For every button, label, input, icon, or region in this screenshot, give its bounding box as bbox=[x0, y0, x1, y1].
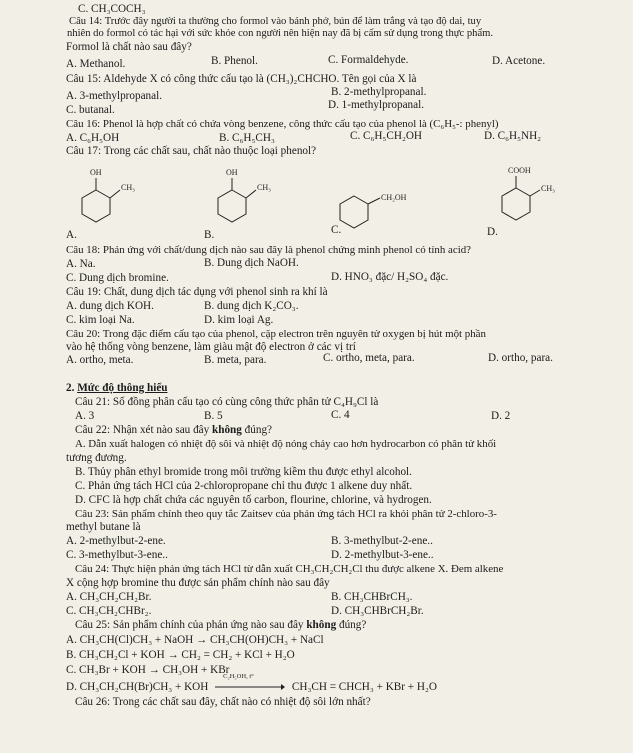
q23-option-b: B. 3-methylbut-2-ene.. bbox=[331, 535, 433, 547]
q14-stem-line1: Câu 14: Trước đây người ta thường cho formol vào bánh phở, bún để làm trắng và tạo độ dai, tuy bbox=[69, 16, 482, 27]
benzene-ring bbox=[340, 196, 368, 228]
q20-stem-line2: vào hệ thống vòng benzene, làm giàu mật độ electron ở các vị trí bbox=[66, 341, 356, 353]
q23-stem-line1: Câu 23: Sản phẩm chính theo quy tắc Zaitsev của phản ứng tách HCl ra khỏi phân tử 2-chloro-3- bbox=[75, 508, 497, 520]
q20-option-a: A. ortho, meta. bbox=[66, 354, 134, 366]
oh-label: OH bbox=[226, 168, 238, 177]
ch3-bond bbox=[110, 190, 120, 198]
q19-option-a: A. dung dịch KOH. bbox=[66, 300, 154, 312]
q25-option-c: C. CH₃Br + KOH → CH₃OH + KBr bbox=[66, 664, 230, 676]
benzene-ring bbox=[502, 188, 530, 220]
ch2oh-bond bbox=[368, 198, 380, 204]
q20-option-d: D. ortho, para. bbox=[488, 352, 553, 364]
q25-option-d bbox=[66, 673, 437, 694]
q24-option-a: A. CH₃CH₂CH₂Br. bbox=[66, 591, 152, 603]
q25-option-b: B. CH₃CH₂Cl + KOH → CH₂ = CH₂ + KCl + H₂O bbox=[66, 649, 295, 661]
cooh-label: COOH bbox=[508, 166, 531, 175]
ch3-label: CH₃ bbox=[121, 183, 135, 192]
q26-stem: Câu 26: Trong các chất sau đây, chất nào có nhiệt độ sôi lớn nhất? bbox=[75, 696, 371, 708]
q19-option-d: D. kim loại Ag. bbox=[204, 314, 274, 326]
q15-stem: Câu 15: Aldehyde X có công thức cấu tạo là (CH₃)₂CHCHO. Tên gọi của X là bbox=[66, 73, 417, 85]
reaction-arrow bbox=[215, 673, 285, 692]
q17-option-a-structure bbox=[78, 166, 138, 230]
q17-option-b-structure bbox=[214, 166, 274, 230]
q25-d-reactants: D. CH₃CH₂CH(Br)CH₃ + KOH bbox=[66, 681, 209, 693]
q16-option-b: B. C₆H₅CH₃ bbox=[219, 132, 275, 144]
q13-option-c: C. CH₃COCH₃ bbox=[78, 3, 146, 15]
q24-option-c: C. CH₃CH₂CHBr₂. bbox=[66, 605, 152, 617]
section-heading bbox=[66, 382, 168, 395]
q17-option-d-structure bbox=[498, 164, 568, 232]
q25-emphasis: không bbox=[306, 619, 337, 631]
q22-option-a-line2: tương đương. bbox=[66, 452, 127, 464]
q18-stem: Câu 18: Phản ứng với chất/dung dịch nào sau đây là phenol chứng minh phenol có tính acid? bbox=[66, 244, 472, 256]
q25-option-a: A. CH₃CH(Cl)CH₃ + NaOH → CH₃CH(OH)CH₃ + NaCl bbox=[66, 634, 324, 646]
q14-stem-line3: Formol là chất nào sau đây? bbox=[66, 41, 192, 53]
q14-option-a: A. Methanol. bbox=[66, 58, 126, 70]
q19-option-b: B. dung dịch K₂CO₃. bbox=[204, 300, 299, 312]
ch3-label: CH₃ bbox=[541, 184, 555, 193]
q15-option-a: A. 3-methylpropanal. bbox=[66, 90, 163, 102]
q24-option-d: D. CH₃CHBrCH₂Br. bbox=[331, 605, 424, 617]
q22-stem: Câu 22: Nhận xét nào sau đây không đúng? bbox=[75, 424, 273, 436]
oh-label: OH bbox=[90, 168, 102, 177]
section-number: 2. bbox=[66, 382, 75, 394]
q16-stem: Câu 16: Phenol là hợp chất có chứa vòng benzene, công thức cấu tạo của phenol là (C₆H₅-: phenyl) bbox=[66, 118, 499, 130]
q14-option-c: C. Formaldehyde. bbox=[328, 54, 409, 66]
q22-option-a-line1: A. Dẫn xuất halogen có nhiệt độ sôi và nhiệt độ nóng chảy cao hơn hydrocarbon có phân tử khối bbox=[75, 438, 497, 450]
q21-option-b: B. 5 bbox=[204, 410, 223, 422]
q24-stem-line2: X cộng hợp bromine thu được sản phẩm chính nào sau đây bbox=[66, 577, 330, 589]
q18-option-d: D. HNO₃ đặc/ H₂SO₄ đặc. bbox=[331, 271, 449, 283]
q18-option-a: A. Na. bbox=[66, 258, 96, 270]
q17-option-c-label: C. bbox=[331, 224, 342, 236]
q16-option-a: A. C₆H₅OH bbox=[66, 132, 120, 144]
ch2oh-label: CH₂OH bbox=[381, 193, 407, 202]
q19-stem: Câu 19: Chất, dung dịch tác dụng với phenol sinh ra khí là bbox=[66, 286, 328, 298]
q24-stem-line1: Câu 24: Thực hiện phản ứng tách HCl từ dẫn xuất CH₃CH₂CH₂Cl thu được alkene X. Đem alkene bbox=[75, 563, 504, 575]
q24-option-b: B. CH₃CHBrCH₃. bbox=[331, 591, 413, 603]
q17-option-c-structure bbox=[340, 188, 430, 232]
q20-option-b: B. meta, para. bbox=[204, 354, 267, 366]
q18-option-c: C. Dung dịch bromine. bbox=[66, 272, 169, 284]
q16-option-d: D. C₆H₅NH₂ bbox=[484, 130, 542, 142]
q21-stem: Câu 21: Số đồng phân cấu tạo có cùng công thức phân tử C₄H₉Cl là bbox=[75, 396, 379, 408]
q22-option-b: B. Thủy phân ethyl bromide trong môi trường kiềm thu được ethyl alcohol. bbox=[75, 466, 412, 478]
q17-option-a-label: A. bbox=[66, 229, 77, 241]
q17-stem: Câu 17: Trong các chất sau, chất nào thuộc loại phenol? bbox=[66, 145, 317, 157]
reaction-condition: C₂H₅OH, t° bbox=[223, 673, 254, 681]
q18-option-b: B. Dung dịch NaOH. bbox=[204, 257, 299, 269]
q21-option-a: A. 3 bbox=[75, 410, 95, 422]
arrow-icon bbox=[215, 682, 285, 692]
benzene-ring bbox=[218, 190, 246, 222]
q17-option-d-label: D. bbox=[487, 226, 498, 238]
q21-option-c: C. 4 bbox=[331, 409, 350, 421]
q20-option-c: C. ortho, meta, para. bbox=[323, 352, 415, 364]
q23-option-d: D. 2-methylbut-3-ene.. bbox=[331, 549, 434, 561]
q15-option-d: D. 1-methylpropanal. bbox=[328, 99, 425, 111]
ch3-bond bbox=[246, 190, 256, 198]
q19-option-c: C. kim loại Na. bbox=[66, 314, 135, 326]
q15-option-b: B. 2-methylpropanal. bbox=[331, 86, 427, 98]
q14-option-d: D. Acetone. bbox=[492, 55, 546, 67]
benzene-ring bbox=[82, 190, 110, 222]
q17-option-b-label: B. bbox=[204, 229, 215, 241]
q21-option-d: D. 2 bbox=[491, 410, 511, 422]
q14-stem-line2: nhiên do formol có tác hại với sức khỏe con người nên hiện nay đã bị cấm sử dụng trong thực phẩm. bbox=[67, 28, 494, 39]
q25-stem: Câu 25: Sản phẩm chính của phản ứng nào sau đây không đúng? bbox=[75, 619, 367, 631]
q20-stem-line1: Câu 20: Trong đặc điểm cấu tạo của phenol, cặp electron trên nguyên tử oxygen bị hút một phần bbox=[66, 328, 486, 340]
q25-d-products: CH₃CH = CHCH₃ + KBr + H₂O bbox=[291, 681, 437, 693]
q23-stem-line2: methyl butane là bbox=[66, 521, 141, 533]
q22-emphasis: không bbox=[212, 424, 242, 436]
q16-option-c: C. C₆H₅CH₂OH bbox=[350, 130, 422, 142]
q15-option-c: C. butanal. bbox=[66, 104, 115, 116]
ch3-label: CH₃ bbox=[257, 183, 271, 192]
q14-option-b: B. Phenol. bbox=[211, 55, 258, 67]
q23-option-a: A. 2-methylbut-2-ene. bbox=[66, 535, 166, 547]
section-title: Mức độ thông hiểu bbox=[77, 382, 168, 394]
ch3-bond bbox=[530, 190, 540, 196]
q22-option-c: C. Phản ứng tách HCl của 2-chloropropane chỉ thu được 1 alkene duy nhất. bbox=[75, 480, 413, 492]
q22-option-d: D. CFC là hợp chất chứa các nguyên tố carbon, flourine, chlorine, và hydrogen. bbox=[75, 494, 432, 506]
q23-option-c: C. 3-methylbut-3-ene.. bbox=[66, 549, 168, 561]
